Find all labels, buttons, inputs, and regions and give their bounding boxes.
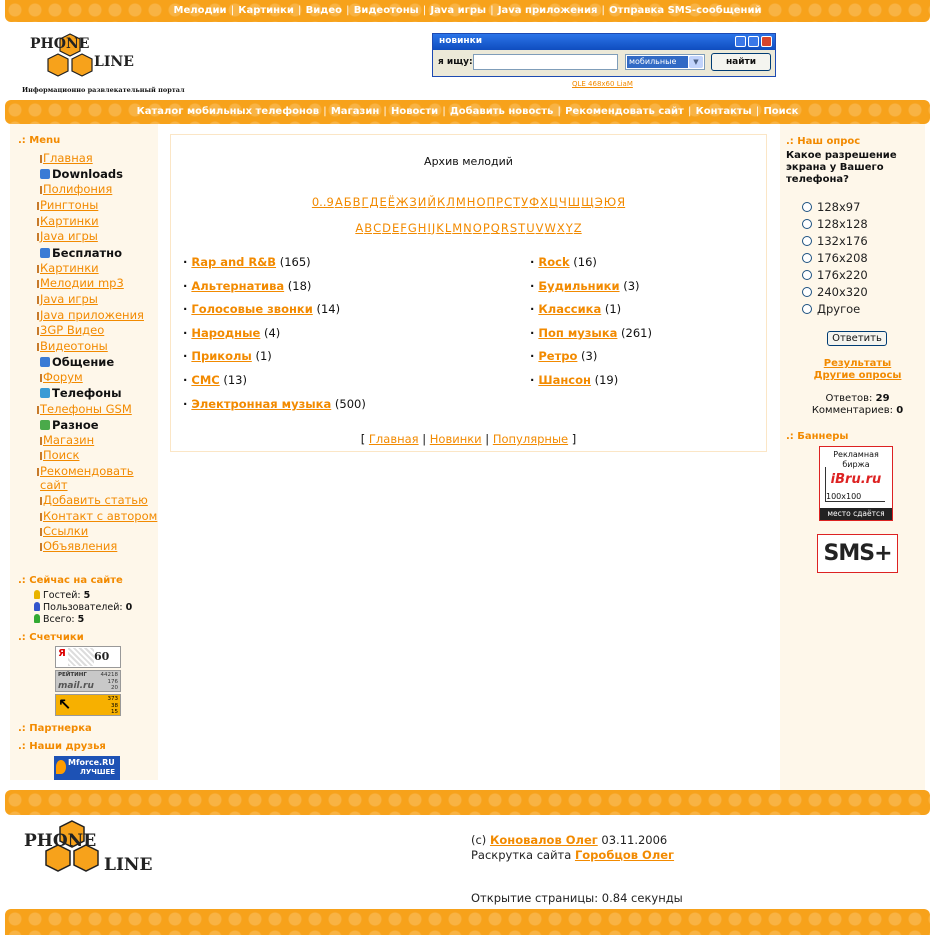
sidebar-item[interactable]: Мелодии mp3 <box>40 276 124 290</box>
category-item <box>530 349 597 363</box>
bottom-link[interactable]: Главная <box>368 432 419 446</box>
category-item <box>183 326 280 340</box>
alphabet-letter[interactable]: Z <box>573 221 582 235</box>
category-count: (3) <box>619 278 640 293</box>
bullet-icon: · <box>183 325 188 340</box>
footer-promo: Раскрутка сайта Горобцов Олег <box>471 848 675 862</box>
nav-separator: | <box>320 106 330 117</box>
main_nav-link[interactable]: Магазин <box>330 106 380 117</box>
nav-separator: | <box>342 5 353 16</box>
category-count: (1) <box>601 302 622 317</box>
category-link[interactable]: Rap and R&B <box>191 255 277 269</box>
category-item <box>183 349 272 363</box>
radio-button[interactable] <box>802 287 812 297</box>
alphabet-letter[interactable]: О <box>476 195 486 209</box>
sidebar-heading-label: Бесплатно <box>52 246 123 260</box>
sidebar-item[interactable]: Картинки <box>40 214 99 228</box>
footer-bar-bottom <box>5 909 930 935</box>
main_nav-link[interactable]: Контакты <box>695 106 752 117</box>
content-columns <box>10 124 925 790</box>
alphabet-letter[interactable]: Q <box>490 221 500 235</box>
alphabet-letter[interactable]: V <box>535 221 544 235</box>
alphabet-letter[interactable]: Э <box>594 195 603 209</box>
nav-separator: | <box>554 106 565 117</box>
top_nav-link[interactable]: Отправка SMS-сообщений <box>609 5 762 16</box>
category-link[interactable]: Ретро <box>538 349 578 364</box>
yandex-counter[interactable] <box>55 646 121 668</box>
main_nav-link[interactable]: Новости <box>390 106 439 117</box>
footer-logo[interactable] <box>10 815 192 909</box>
footer-logo-text-top: PHONE <box>24 831 97 851</box>
poll-option[interactable] <box>802 200 860 214</box>
category-count: (19) <box>590 373 619 387</box>
alphabet-letter[interactable]: L <box>444 221 452 235</box>
bracket-open: [ <box>360 432 369 446</box>
footer-logo-text-bottom: LINE <box>104 855 153 875</box>
sidebar-item[interactable]: сайт <box>40 478 68 492</box>
main_nav-link[interactable]: Каталог мобильных телефонов <box>136 106 320 117</box>
search-widget <box>432 33 776 77</box>
alphabet-letter[interactable]: B <box>364 221 373 235</box>
mailru-value: 44218 <box>100 672 118 678</box>
main_nav-link[interactable]: Поиск <box>763 106 799 117</box>
bullet-icon: · <box>530 255 535 269</box>
bottom-link[interactable]: Популярные <box>492 432 569 446</box>
sidebar-item[interactable]: Ссылки <box>43 524 89 538</box>
alphabet-letter[interactable]: E <box>391 221 400 235</box>
mailru-brand: mail.ru <box>58 681 94 691</box>
mailru-values <box>101 672 119 692</box>
online-stat-value: 5 <box>83 590 91 601</box>
alphabet-letter[interactable]: И <box>417 195 427 209</box>
partners-title: .: Партнерка <box>18 723 92 734</box>
other-polls-link[interactable]: Другие опросы <box>813 370 902 381</box>
folder-icon <box>40 388 50 398</box>
poll-option-label: 240x320 <box>817 285 868 299</box>
alphabet-letter[interactable]: Е <box>379 195 387 209</box>
category-count: (18) <box>284 278 312 293</box>
sidebar-heading <box>40 418 99 432</box>
nav-separator: | <box>439 106 449 117</box>
online-stat-label: Всего: <box>43 614 78 625</box>
alphabet-letter[interactable]: X <box>556 221 565 235</box>
nav-separator: | <box>598 5 609 16</box>
poll-comments: Комментариев: 0 <box>811 405 904 416</box>
person-icon <box>34 602 40 611</box>
bullet-icon: · <box>183 373 188 387</box>
friends-title: .: Наши друзья <box>18 741 106 752</box>
bullet-icon: · <box>530 325 535 340</box>
sidebar-heading-label: Телефоны <box>52 386 122 400</box>
category-count: (1) <box>251 349 272 364</box>
search-input[interactable] <box>473 54 618 70</box>
sidebar-item[interactable]: Java приложения <box>40 308 144 322</box>
alphabet-letter[interactable]: Д <box>369 195 379 209</box>
alphabet-letter[interactable]: Б <box>343 195 352 209</box>
category-link[interactable]: Rock <box>538 255 570 269</box>
page-timing: Открытие страницы: 0.84 секунды <box>471 891 683 905</box>
mailru-value: 20 <box>111 685 118 691</box>
alphabet-letter[interactable]: М <box>455 195 466 209</box>
folder-icon <box>40 248 50 258</box>
poll-question: Какое разрешение экрана у Вашего телефона? <box>786 150 897 185</box>
alphabet-letter[interactable]: З <box>409 195 417 209</box>
poll-option[interactable] <box>802 268 868 282</box>
category-item <box>530 279 640 293</box>
alphabet-letter[interactable]: K <box>436 221 444 235</box>
mailru-counter[interactable] <box>55 670 121 692</box>
logo-subtitle: Информационно развлекательный портал <box>22 86 185 94</box>
poll-option[interactable] <box>802 302 860 316</box>
alphabet-letter[interactable]: 0..9 <box>311 195 334 209</box>
main-nav <box>5 106 930 117</box>
sidebar-item[interactable]: Java игры <box>40 292 98 306</box>
radio-button[interactable] <box>802 202 812 212</box>
category-count: (165) <box>276 255 311 269</box>
category-item <box>183 279 311 293</box>
person-icon <box>34 614 40 623</box>
alphabet-letter[interactable]: К <box>437 195 446 209</box>
category-link[interactable]: Будильники <box>538 278 620 293</box>
alphabet-letter[interactable]: F <box>400 221 407 235</box>
folder-icon <box>40 169 50 179</box>
author-link[interactable]: Коновалов Олег <box>489 833 598 847</box>
alphabet-letter[interactable]: P <box>482 221 490 235</box>
top_nav-link[interactable]: Картинки <box>238 5 294 16</box>
alphabet-letter[interactable]: Ё <box>387 195 396 209</box>
folder-icon <box>40 357 50 367</box>
window-buttons <box>735 36 772 47</box>
radio-button[interactable] <box>802 270 812 280</box>
yandex-letter: Я <box>57 648 67 666</box>
nav-separator: | <box>294 5 305 16</box>
alphabet-letter[interactable]: H <box>417 221 427 235</box>
bullet-icon: · <box>183 349 188 364</box>
sidebar-heading <box>40 386 122 400</box>
alphabet-letter[interactable]: I <box>427 221 431 235</box>
alphabet-letter[interactable]: Р <box>496 195 504 209</box>
bullet-icon: · <box>530 349 535 364</box>
mforce-line2: ЛУЧШЕЕ <box>80 768 116 776</box>
alphabet-letter[interactable]: Ч <box>558 195 567 209</box>
alphabet-en <box>171 221 766 235</box>
online-stat-label: Гостей: <box>43 590 84 601</box>
mforce-line1: Mforce.RU <box>68 758 115 767</box>
category-count: (14) <box>312 302 341 317</box>
alphabet-letter[interactable]: Y <box>565 221 573 235</box>
sidebar-heading <box>40 246 122 260</box>
nav-separator: | <box>487 5 497 16</box>
sidebar-item[interactable]: Картинки <box>40 261 99 275</box>
alphabet-letter[interactable]: Ц <box>548 195 558 209</box>
banners-title: .: Баннеры <box>786 431 849 442</box>
ad-banner-ibru-text: Рекламная биржа <box>833 450 879 469</box>
sidebar-item[interactable]: Магазин <box>43 433 95 447</box>
sidebar-item[interactable]: Контакт с автором <box>43 509 158 523</box>
alphabet-letter[interactable]: W <box>544 221 556 235</box>
alphabet-letter[interactable]: В <box>352 195 361 209</box>
category-link[interactable]: Голосовые звонки <box>191 302 313 317</box>
ad-banner-ibru-logo: iBru.ru <box>830 472 882 487</box>
site-logo[interactable] <box>20 30 185 100</box>
promo-author-link[interactable]: Горобцов Олег <box>574 848 675 862</box>
alphabet-letter[interactable]: Х <box>540 195 548 209</box>
alphabet-letter[interactable]: D <box>382 221 391 235</box>
top_nav-link[interactable]: Мелодии <box>173 5 227 16</box>
alphabet-letter[interactable]: С <box>504 195 513 209</box>
category-item <box>530 302 621 316</box>
footer-bar-top <box>5 790 930 815</box>
alphabet-letter[interactable]: Н <box>466 195 476 209</box>
poll-results-link[interactable]: Результаты <box>823 358 892 369</box>
category-link[interactable]: Шансон <box>538 373 591 387</box>
category-item <box>530 255 597 269</box>
sidebar-item[interactable]: Форум <box>43 370 83 384</box>
alphabet-letter[interactable]: У <box>521 195 529 209</box>
liveinternet-value: 373 <box>107 696 118 702</box>
alphabet-letter[interactable]: C <box>373 221 382 235</box>
category-item <box>183 302 340 316</box>
folder-icon <box>40 420 50 430</box>
sidebar-heading-label: Общение <box>52 355 115 369</box>
category-count: (500) <box>331 396 366 411</box>
category-item <box>183 373 247 387</box>
maximize-icon[interactable] <box>748 36 759 47</box>
counters-title: .: Счетчики <box>18 632 84 643</box>
poll-option-label: 128x128 <box>817 217 868 231</box>
category-item <box>183 255 311 269</box>
poll-option-label: 176x208 <box>817 251 868 265</box>
sidebar-heading <box>40 167 123 181</box>
alphabet-ru <box>171 195 766 209</box>
bullet-icon: · <box>183 255 188 269</box>
nav-separator: | <box>419 5 430 16</box>
poll-option[interactable] <box>802 217 868 231</box>
category-count: (13) <box>219 373 247 387</box>
alphabet-letter[interactable]: Л <box>446 195 455 209</box>
bullet-icon: · <box>530 373 535 387</box>
radio-button[interactable] <box>802 219 812 229</box>
mforce-banner[interactable] <box>54 756 120 780</box>
alphabet-letter[interactable]: M <box>452 221 463 235</box>
alphabet-letter[interactable]: Ш <box>567 195 581 209</box>
ad-banner-footer: место сдаётся <box>820 508 892 520</box>
leaf-icon <box>56 760 66 774</box>
top_nav-link[interactable]: Java приложения <box>497 5 598 16</box>
alphabet-letter[interactable]: Ф <box>529 195 540 209</box>
alphabet-letter[interactable]: Ж <box>396 195 409 209</box>
category-count: (261) <box>617 325 652 340</box>
search-category-select[interactable] <box>625 54 705 70</box>
search-widget-title <box>433 34 775 50</box>
category-item <box>530 373 618 387</box>
link-separator: | <box>418 432 430 446</box>
search-category-value: мобильные <box>627 56 688 68</box>
category-link[interactable]: Электронная музыка <box>191 396 332 411</box>
mailru-value: 176 <box>107 678 118 685</box>
category-item <box>183 397 366 411</box>
bottom-links <box>171 432 766 446</box>
bullet-icon: · <box>183 396 188 411</box>
top_nav-link[interactable]: Java игры <box>430 5 487 16</box>
alphabet-letter[interactable]: Г <box>361 195 369 209</box>
online-stat <box>34 602 132 613</box>
footer-copyright: (с) Коновалов Олег 03.11.2006 <box>471 833 668 847</box>
sidebar-item[interactable]: Java игры <box>40 229 98 243</box>
bullet-icon: · <box>183 278 188 293</box>
online-stat-value: 5 <box>77 614 85 625</box>
alphabet-letter[interactable]: S <box>509 221 518 235</box>
arrow-up-left-icon: ↖ <box>58 695 72 714</box>
category-link[interactable]: Народные <box>191 325 261 340</box>
sidebar-heading <box>40 355 114 369</box>
poll-option[interactable] <box>802 285 868 299</box>
search-widget-title-text: новинки <box>439 36 483 46</box>
online-title: .: Сейчас на сайте <box>18 575 123 586</box>
online-stat-label: Пользователей: <box>43 602 126 613</box>
sidebar-item[interactable]: Рекомендовать <box>40 464 134 478</box>
mailru-label: РЕЙТИНГ <box>58 672 87 678</box>
main_nav-link[interactable]: Рекомендовать сайт <box>565 106 684 117</box>
sidebar-heading-label: Downloads <box>52 167 123 181</box>
sidebar-heading-label: Разное <box>52 418 99 432</box>
sidebar-item[interactable]: Добавить статью <box>43 493 148 507</box>
online-stat <box>34 590 90 601</box>
sidebar-item[interactable]: Телефоны GSM <box>40 402 132 416</box>
top_nav-link[interactable]: Видео <box>305 5 342 16</box>
sidebar-item[interactable]: Главная <box>43 151 93 165</box>
radio-button[interactable] <box>802 253 812 263</box>
link-separator: | <box>481 432 493 446</box>
category-link[interactable]: Классика <box>538 302 602 317</box>
alphabet-letter[interactable]: Я <box>617 195 626 209</box>
sidebar-item[interactable]: Полифония <box>43 182 113 196</box>
top-nav <box>5 5 930 16</box>
alphabet-letter[interactable]: П <box>486 195 496 209</box>
category-link[interactable]: Альтернатива <box>191 278 285 293</box>
ad-banner-ibru[interactable] <box>819 446 893 521</box>
poll-option[interactable] <box>802 251 868 265</box>
alphabet-letter[interactable]: T <box>518 221 526 235</box>
alphabet-letter[interactable]: U <box>526 221 535 235</box>
poll-title: .: Наш опрос <box>786 136 861 147</box>
search-button[interactable]: найти <box>711 53 771 71</box>
category-count: (3) <box>577 349 598 364</box>
ad-axis-x <box>825 501 885 502</box>
chevron-down-icon: ▼ <box>689 56 703 68</box>
alphabet-letter[interactable]: G <box>407 221 417 235</box>
qip-link[interactable]: QLE 468x60 LiaM <box>572 80 633 88</box>
category-item <box>530 326 652 340</box>
alphabet-letter[interactable]: J <box>431 221 436 235</box>
sms-plus-banner[interactable]: SMS+ <box>817 534 898 573</box>
liveinternet-counter[interactable] <box>55 694 121 716</box>
yandex-value: 60 <box>94 650 110 663</box>
close-icon[interactable] <box>761 36 772 47</box>
sidebar-item[interactable]: Поиск <box>43 448 80 462</box>
poll-option-label: 132x176 <box>817 234 868 248</box>
radio-button[interactable] <box>802 236 812 246</box>
bullet-icon: · <box>530 302 535 317</box>
nav-separator: | <box>227 5 238 16</box>
liveinternet-value: 38 <box>111 702 118 709</box>
person-icon <box>34 590 40 599</box>
category-link[interactable]: Поп музыка <box>538 325 618 340</box>
poll-option-label: 176x220 <box>817 268 868 282</box>
alphabet-letter[interactable]: O <box>472 221 482 235</box>
sidebar-item[interactable]: 3GP Видео <box>40 323 105 337</box>
alphabet-letter[interactable]: Й <box>427 195 437 209</box>
alphabet-letter[interactable]: Т <box>513 195 521 209</box>
poll-option[interactable] <box>802 234 868 248</box>
poll-option-label: Другое <box>817 302 861 316</box>
main_nav-link[interactable]: Добавить новость <box>449 106 554 117</box>
alphabet-letter[interactable]: А <box>334 195 343 209</box>
nav-separator: | <box>752 106 763 117</box>
online-stat-value: 0 <box>125 602 133 613</box>
counter-pattern <box>68 648 94 666</box>
radio-button[interactable] <box>802 304 812 314</box>
alphabet-letter[interactable]: Ю <box>603 195 617 209</box>
nav-separator: | <box>684 106 695 117</box>
main-nav-bar <box>5 100 930 124</box>
liveinternet-values <box>108 696 119 716</box>
bullet-icon: · <box>530 278 535 293</box>
ad-banner-size: 100x100 <box>826 492 862 501</box>
logo-text-top: PHONE <box>30 36 90 52</box>
online-stat <box>34 614 84 625</box>
category-count: (4) <box>260 325 281 340</box>
nav-separator: | <box>380 106 390 117</box>
alphabet-letter[interactable]: A <box>355 221 364 235</box>
top_nav-link[interactable]: Видеотоны <box>353 5 419 16</box>
alphabet-letter[interactable]: N <box>463 221 472 235</box>
bullet-icon: · <box>183 302 188 317</box>
category-link[interactable]: Приколы <box>191 349 252 364</box>
minimize-icon[interactable] <box>735 36 746 47</box>
footer-logo-hexagons-icon <box>10 815 192 909</box>
poll-submit-button[interactable]: Ответить <box>827 331 887 346</box>
category-count: (16) <box>569 255 597 269</box>
bottom-link[interactable]: Новинки <box>429 432 482 446</box>
sidebar-item[interactable]: Рингтоны <box>40 198 99 212</box>
top-nav-bar <box>5 0 930 22</box>
alphabet-letter[interactable]: R <box>500 221 509 235</box>
sidebar-item[interactable]: Объявления <box>43 539 118 553</box>
logo-text-bottom: LINE <box>94 54 134 70</box>
bracket-close: ] <box>568 432 577 446</box>
poll-option-label: 128x97 <box>817 200 861 214</box>
search-label: я ищу: <box>438 57 473 67</box>
sidebar-item[interactable]: Видеотоны <box>40 339 108 353</box>
menu-title: .: Menu <box>18 135 61 146</box>
alphabet-letter[interactable]: Щ <box>581 195 594 209</box>
liveinternet-value: 15 <box>111 709 118 715</box>
page-title: Архив мелодий <box>424 155 513 168</box>
poll-answers: Ответов: 29 <box>825 393 890 404</box>
category-link[interactable]: СМС <box>191 373 220 387</box>
